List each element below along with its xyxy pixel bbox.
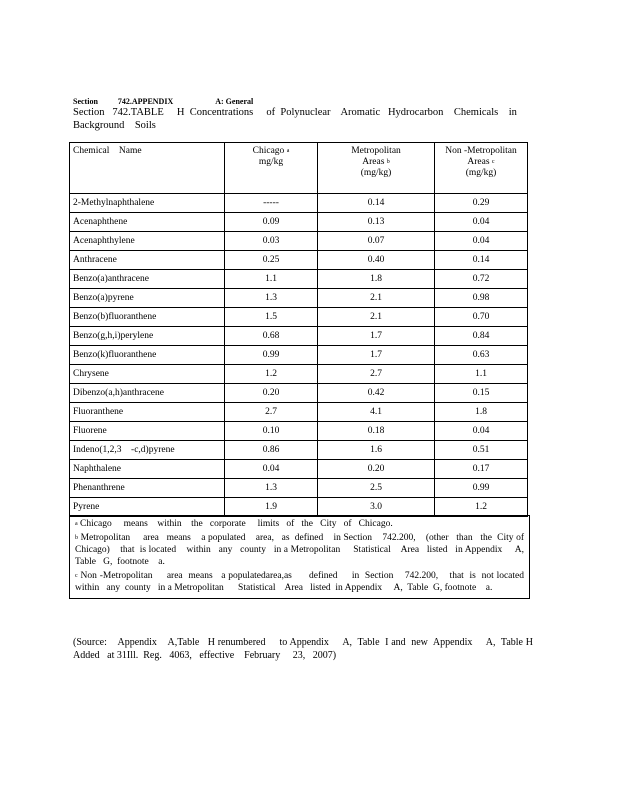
chemical-name-cell: Benzo(k)fluoranthene — [70, 346, 225, 365]
table-row — [70, 270, 528, 289]
footnote-b — [75, 532, 532, 568]
chicago-value-cell: 1.3 — [225, 289, 318, 308]
table-row — [70, 498, 528, 517]
metropolitan-value-cell: 0.42 — [318, 384, 435, 403]
chemical-name-cell: Acenaphthene — [70, 213, 225, 232]
chicago-value-cell: 1.1 — [225, 270, 318, 289]
table-row — [70, 460, 528, 479]
chemical-name-cell: Phenanthrene — [70, 479, 225, 498]
col-chemical-label: Chemical Name — [73, 146, 142, 156]
metropolitan-value-cell: 2.7 — [318, 365, 435, 384]
chicago-value-cell: 0.68 — [225, 327, 318, 346]
non-metropolitan-value-cell: 0.63 — [435, 346, 528, 365]
table-row — [70, 327, 528, 346]
table-row — [70, 289, 528, 308]
table-row — [70, 365, 528, 384]
chicago-value-cell: 0.20 — [225, 384, 318, 403]
col-non-metropolitan — [435, 143, 528, 194]
header-section: Section — [73, 97, 98, 106]
metropolitan-value-cell: 1.7 — [318, 327, 435, 346]
metropolitan-value-cell: 2.1 — [318, 289, 435, 308]
non-metropolitan-value-cell: 0.15 — [435, 384, 528, 403]
concentrations-table — [69, 142, 528, 517]
metropolitan-value-cell: 0.20 — [318, 460, 435, 479]
non-metropolitan-value-cell: 0.99 — [435, 479, 528, 498]
non-metropolitan-value-cell: 0.29 — [435, 194, 528, 213]
footnote-c-text: Non -Metropolitan area means a populatedarea,as defined in Section 742.200, that is not located within any county in a Metropolitan Statistical Area listed in Appendix A, Table G, footnote a. — [75, 571, 532, 593]
table-body — [70, 194, 528, 517]
chemical-name-cell: Benzo(g,h,i)perylene — [70, 327, 225, 346]
non-metropolitan-value-cell: 0.04 — [435, 232, 528, 251]
source-note: (Source: Appendix A,Table H renumbered to Appendix A, Table I and new Appendix A, Table H Added at 31Ill. Reg. 4063, effective February 23, 2007) — [73, 637, 538, 661]
col-chicago — [225, 143, 318, 194]
metropolitan-value-cell: 0.18 — [318, 422, 435, 441]
chicago-value-cell: 0.10 — [225, 422, 318, 441]
chicago-value-cell: 0.04 — [225, 460, 318, 479]
col-metro-areas: Areas — [362, 157, 385, 167]
metropolitan-value-cell: 2.5 — [318, 479, 435, 498]
footnote-c-mark: c — [75, 573, 78, 579]
section-header — [73, 97, 253, 106]
chicago-value-cell: 1.5 — [225, 308, 318, 327]
col-nonmetro-footnote-mark: c — [491, 159, 495, 165]
chemical-name-cell: Naphthalene — [70, 460, 225, 479]
metropolitan-value-cell: 4.1 — [318, 403, 435, 422]
non-metropolitan-value-cell: 0.51 — [435, 441, 528, 460]
col-chicago-unit: mg/kg — [258, 157, 284, 167]
non-metropolitan-value-cell: 1.1 — [435, 365, 528, 384]
non-metropolitan-value-cell: 0.98 — [435, 289, 528, 308]
table-row — [70, 308, 528, 327]
chemical-name-cell: Dibenzo(a,h)anthracene — [70, 384, 225, 403]
footnote-b-text: Metropolitan area means a populated area, as defined in Section 742.200, (other than the City of Chicago) that is located within any county in a Metropolitan Statistical Area listed in Appendix A, Table G, footnote a. — [75, 533, 532, 567]
col-chemical-name — [70, 143, 225, 194]
table-row — [70, 384, 528, 403]
metropolitan-value-cell: 0.13 — [318, 213, 435, 232]
chemical-name-cell: Pyrene — [70, 498, 225, 517]
col-metro-unit: (mg/kg) — [360, 168, 392, 178]
table-row — [70, 403, 528, 422]
footnote-c — [75, 570, 532, 594]
non-metropolitan-value-cell: 0.84 — [435, 327, 528, 346]
table-row — [70, 441, 528, 460]
chemical-name-cell: Benzo(a)anthracene — [70, 270, 225, 289]
table-row — [70, 213, 528, 232]
table-row — [70, 479, 528, 498]
table-header-row — [70, 143, 528, 194]
chicago-value-cell: 0.03 — [225, 232, 318, 251]
footnote-a-text: Chicago means within the corporate limits of the City of Chicago. — [80, 519, 393, 529]
chemical-name-cell: Fluorene — [70, 422, 225, 441]
non-metropolitan-value-cell: 1.2 — [435, 498, 528, 517]
title-line2: Background Soils — [73, 119, 156, 131]
footnote-a — [75, 518, 524, 530]
chicago-value-cell: 0.99 — [225, 346, 318, 365]
table-row — [70, 422, 528, 441]
metropolitan-value-cell: 2.1 — [318, 308, 435, 327]
chicago-value-cell: 1.2 — [225, 365, 318, 384]
col-metropolitan — [318, 143, 435, 194]
chemical-name-cell: 2-Methylnaphthalene — [70, 194, 225, 213]
table-row — [70, 346, 528, 365]
chicago-value-cell: 1.9 — [225, 498, 318, 517]
chicago-value-cell: 0.86 — [225, 441, 318, 460]
chemical-name-cell: Anthracene — [70, 251, 225, 270]
header-appendix: 742.APPENDIX — [117, 97, 174, 106]
non-metropolitan-value-cell: 0.04 — [435, 213, 528, 232]
non-metropolitan-value-cell: 0.14 — [435, 251, 528, 270]
col-nonmetro-label: Non -Metropolitan — [445, 146, 517, 156]
metropolitan-value-cell: 1.6 — [318, 441, 435, 460]
col-metro-label: Metropolitan — [351, 146, 401, 156]
non-metropolitan-value-cell: 0.04 — [435, 422, 528, 441]
chemical-name-cell: Benzo(a)pyrene — [70, 289, 225, 308]
non-metropolitan-value-cell: 0.17 — [435, 460, 528, 479]
metropolitan-value-cell: 0.40 — [318, 251, 435, 270]
table-title — [73, 107, 533, 132]
non-metropolitan-value-cell: 1.8 — [435, 403, 528, 422]
metropolitan-value-cell: 1.7 — [318, 346, 435, 365]
chicago-value-cell: 2.7 — [225, 403, 318, 422]
chemical-name-cell: Fluoranthene — [70, 403, 225, 422]
table-row — [70, 232, 528, 251]
chicago-value-cell: 1.3 — [225, 479, 318, 498]
chemical-name-cell: Benzo(b)fluoranthene — [70, 308, 225, 327]
chicago-value-cell: 0.25 — [225, 251, 318, 270]
non-metropolitan-value-cell: 0.70 — [435, 308, 528, 327]
col-chicago-footnote-mark: a — [286, 148, 290, 154]
metropolitan-value-cell: 0.14 — [318, 194, 435, 213]
metropolitan-value-cell: 3.0 — [318, 498, 435, 517]
chemical-name-cell: Indeno(1,2,3 -c,d)pyrene — [70, 441, 225, 460]
col-metro-footnote-mark: b — [386, 159, 390, 165]
chemical-name-cell: Acenaphthylene — [70, 232, 225, 251]
col-chicago-label: Chicago — [252, 146, 285, 156]
footnote-b-mark: b — [75, 535, 78, 541]
table-row — [70, 251, 528, 270]
chicago-value-cell: ----- — [225, 194, 318, 213]
metropolitan-value-cell: 1.8 — [318, 270, 435, 289]
footnote-a-mark: a — [75, 521, 78, 527]
metropolitan-value-cell: 0.07 — [318, 232, 435, 251]
footnotes-box — [69, 515, 530, 599]
title-line1: Section 742.TABLE H Concentrations of Polynuclear Aromatic Hydrocarbon Chemicals in — [73, 107, 517, 118]
non-metropolitan-value-cell: 0.72 — [435, 270, 528, 289]
col-nonmetro-unit: (mg/kg) — [465, 168, 497, 178]
header-part: A: General — [215, 97, 254, 106]
table-row — [70, 194, 528, 213]
chicago-value-cell: 0.09 — [225, 213, 318, 232]
chemical-name-cell: Chrysene — [70, 365, 225, 384]
col-nonmetro-areas: Areas — [467, 157, 490, 167]
